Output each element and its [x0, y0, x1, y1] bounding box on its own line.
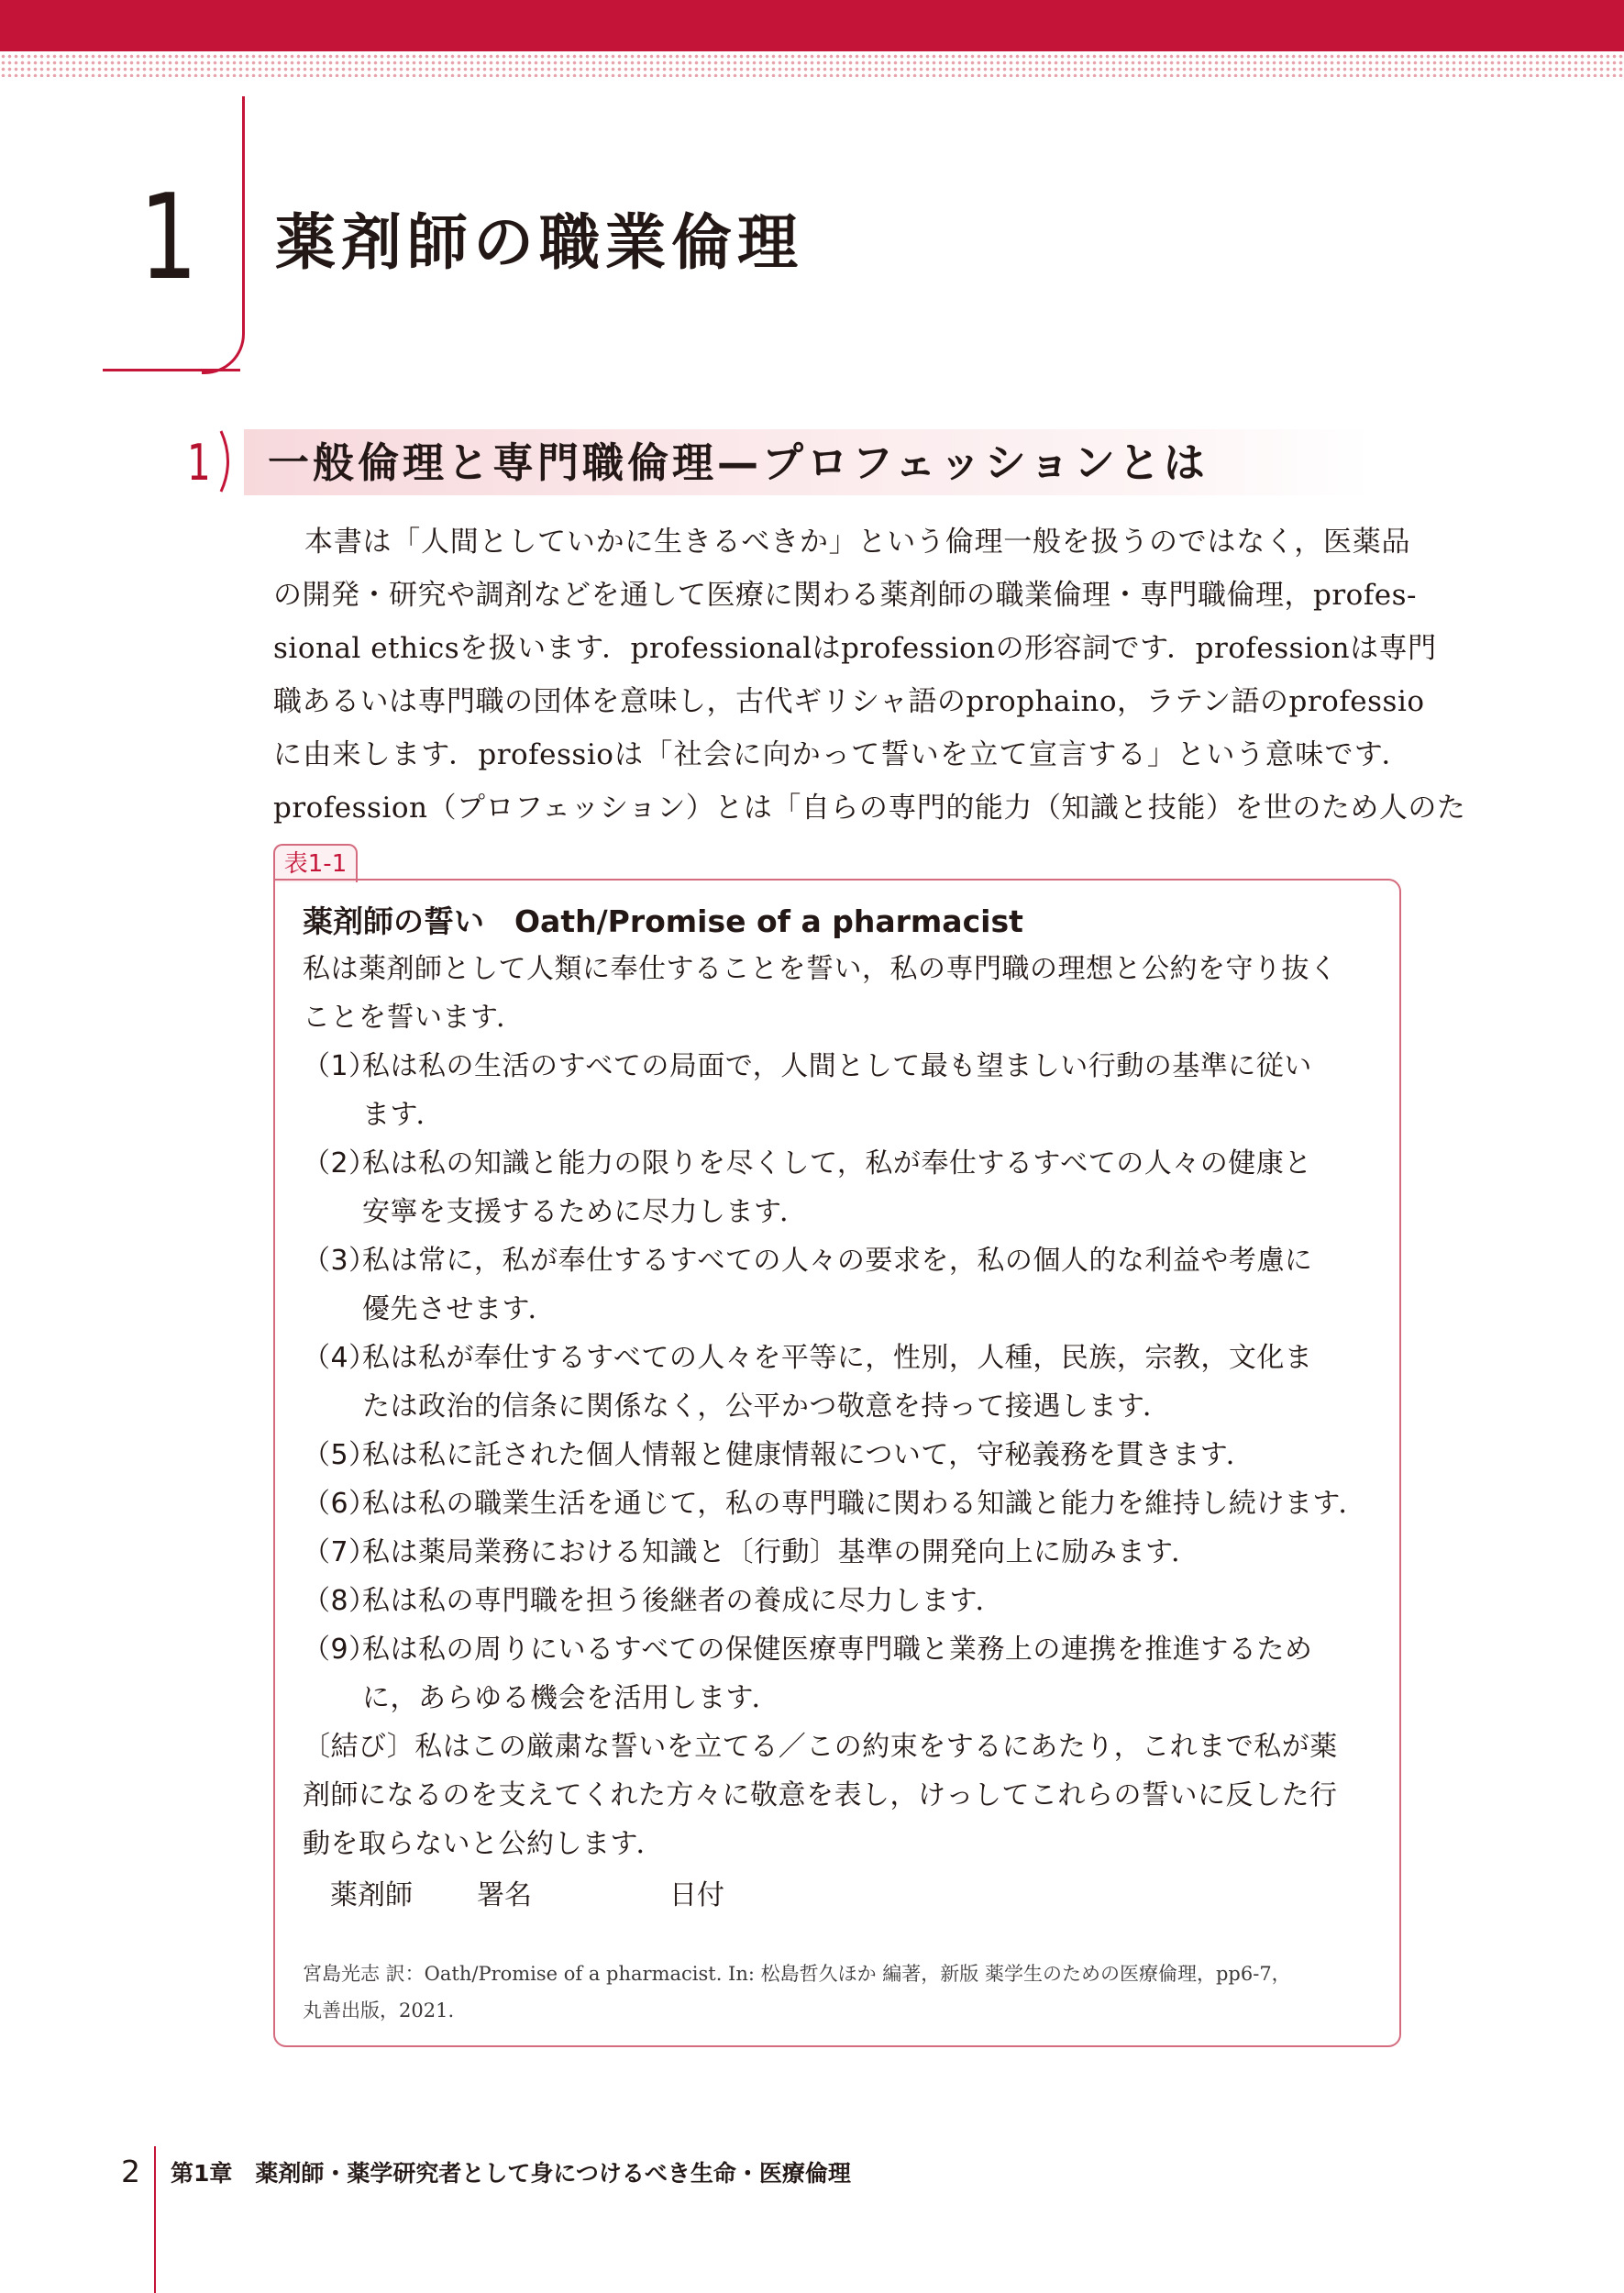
oath-item — [303, 1625, 1375, 1674]
body-line: に由来します．professioは「社会に向かって誓いを立て宣言する」という意味です． — [273, 738, 1410, 771]
body-line: の開発・研究や調剤などを通して医療に関わる薬剤師の職業倫理・専門職倫理，profes- — [273, 579, 1418, 612]
oath-intro-line: 私は薬剤師として人類に奉仕することを誓い，私の専門職の理想と公約を守り抜く — [303, 953, 1338, 985]
oath-item-text: 私は私が奉仕するすべての人々を平等に，性別，人種，民族，宗教，文化ま — [362, 1342, 1313, 1374]
header-color-band — [0, 0, 1624, 51]
section-paren-mark — [218, 429, 237, 493]
oath-item-number: （3） — [303, 1245, 377, 1277]
oath-item-continuation: に，あらゆる機会を活用します． — [362, 1682, 780, 1714]
oath-item-number: （5） — [303, 1439, 377, 1471]
oath-item-number: （6） — [303, 1488, 377, 1520]
oath-item-continuation: たは政治的信条に関係なく，公平かつ敬意を持って接遇します． — [362, 1390, 1171, 1423]
table-source-citation — [303, 1955, 1385, 2029]
body-line: sional ethicsを扱います．professionalはprofessionの形容詞です．professionは専門 — [273, 632, 1437, 665]
page-number: 2 — [121, 2154, 140, 2189]
oath-item — [303, 1479, 1375, 1528]
oath-item-number: （2） — [303, 1147, 377, 1180]
oath-closing-line: 〔結び〕私はこの厳粛な誓いを立てる／この約束をするにあたり，これまで私が薬 — [303, 1731, 1338, 1763]
oath-item-number: （7） — [303, 1536, 377, 1568]
oath-item-text: 私は私の職業生活を通じて，私の専門職に関わる知識と能力を維持し続けます． — [362, 1488, 1366, 1520]
body-line: profession（プロフェッション）とは「自らの専門的能力（知識と技能）を世のため人のた — [273, 792, 1466, 825]
chapter-title: 薬剤師の職業倫理 — [275, 207, 803, 278]
body-line: 本書は「人間としていかに生きるべきか」という倫理一般を扱うのではなく，医薬品 — [304, 526, 1410, 559]
oath-item — [303, 1042, 1375, 1091]
section-number: 1 — [187, 434, 211, 492]
citation-line: 宮島光志 訳：Oath/Promise of a pharmacist. In: 松島哲久ほか 編著，新版 薬学生のための医療倫理，pp6-7， — [303, 1963, 1291, 1985]
chapter-bracket-curve — [202, 307, 245, 374]
oath-intro-line: ことを誓います． — [303, 1002, 525, 1034]
oath-closing-line: 動を取らないと公約します． — [303, 1828, 665, 1860]
oath-item-text: 私は私に託された個人情報と健康情報について，守秘義務を貫きます． — [362, 1439, 1254, 1471]
oath-item-text: 私は私の生活のすべての局面で，人間として最も望ましい行動の基準に従い — [362, 1050, 1312, 1082]
signature-date-label: 日付 — [669, 1879, 724, 1911]
oath-closing-line: 剤師になるのを支えてくれた方々に敬意を表し，けっしてこれらの誓いに反した行 — [303, 1779, 1338, 1811]
oath-item — [303, 1528, 1375, 1577]
citation-line: 丸善出版，2021. — [303, 1999, 455, 2022]
oath-item — [303, 1431, 1375, 1479]
oath-item-continuation: ます． — [362, 1099, 445, 1131]
signature-row — [303, 1868, 1375, 1923]
oath-item-number: （4） — [303, 1342, 377, 1374]
oath-item-number: （8） — [303, 1585, 377, 1617]
oath-item-text: 私は私の知識と能力の限りを尽くして，私が奉仕するすべての人々の健康と — [362, 1147, 1312, 1180]
chapter-bracket-line — [242, 96, 245, 316]
oath-item-number: （9） — [303, 1634, 377, 1666]
footer-rule — [154, 2146, 156, 2293]
section-title: 一般倫理と専門職倫理—プロフェッションとは — [268, 438, 1209, 487]
signature-role: 薬剤師 — [330, 1879, 413, 1911]
oath-item — [303, 1577, 1375, 1625]
oath-item — [303, 1139, 1375, 1188]
oath-item-text: 私は私の周りにいるすべての保健医療専門職と業務上の連携を推進するため — [362, 1634, 1313, 1666]
running-footer-chapter: 第1章 薬剤師・薬学研究者として身につけるべき生命・医療倫理 — [171, 2160, 851, 2187]
oath-item-continuation: 安寧を支援するために尽力します． — [362, 1196, 808, 1228]
oath-item-text: 私は常に，私が奉仕するすべての人々の要求を，私の個人的な利益や考慮に — [362, 1245, 1313, 1277]
body-paragraph — [273, 515, 1466, 835]
oath-item-number: （1） — [303, 1050, 377, 1082]
header-dot-pattern — [0, 53, 1624, 77]
table-label: 表1-1 — [273, 844, 358, 882]
oath-item-continuation: 優先させます． — [362, 1293, 557, 1325]
oath-item-text: 私は薬局業務における知識と〔行動〕基準の開発向上に励みます． — [362, 1536, 1199, 1568]
oath-item — [303, 1236, 1375, 1285]
oath-content — [303, 899, 1375, 1923]
oath-item — [303, 1334, 1375, 1382]
signature-name-label: 署名 — [477, 1879, 532, 1911]
chapter-bracket-base — [103, 369, 240, 371]
body-line: 職あるいは専門職の団体を意味し，古代ギリシャ語のprophaino，ラテン語のprofessio — [273, 685, 1425, 718]
oath-item-text: 私は私の専門職を担う後継者の養成に尽力します． — [362, 1585, 1004, 1617]
chapter-number: 1 — [139, 170, 198, 306]
oath-title: 薬剤師の誓い Oath/Promise of a pharmacist — [303, 903, 1023, 939]
